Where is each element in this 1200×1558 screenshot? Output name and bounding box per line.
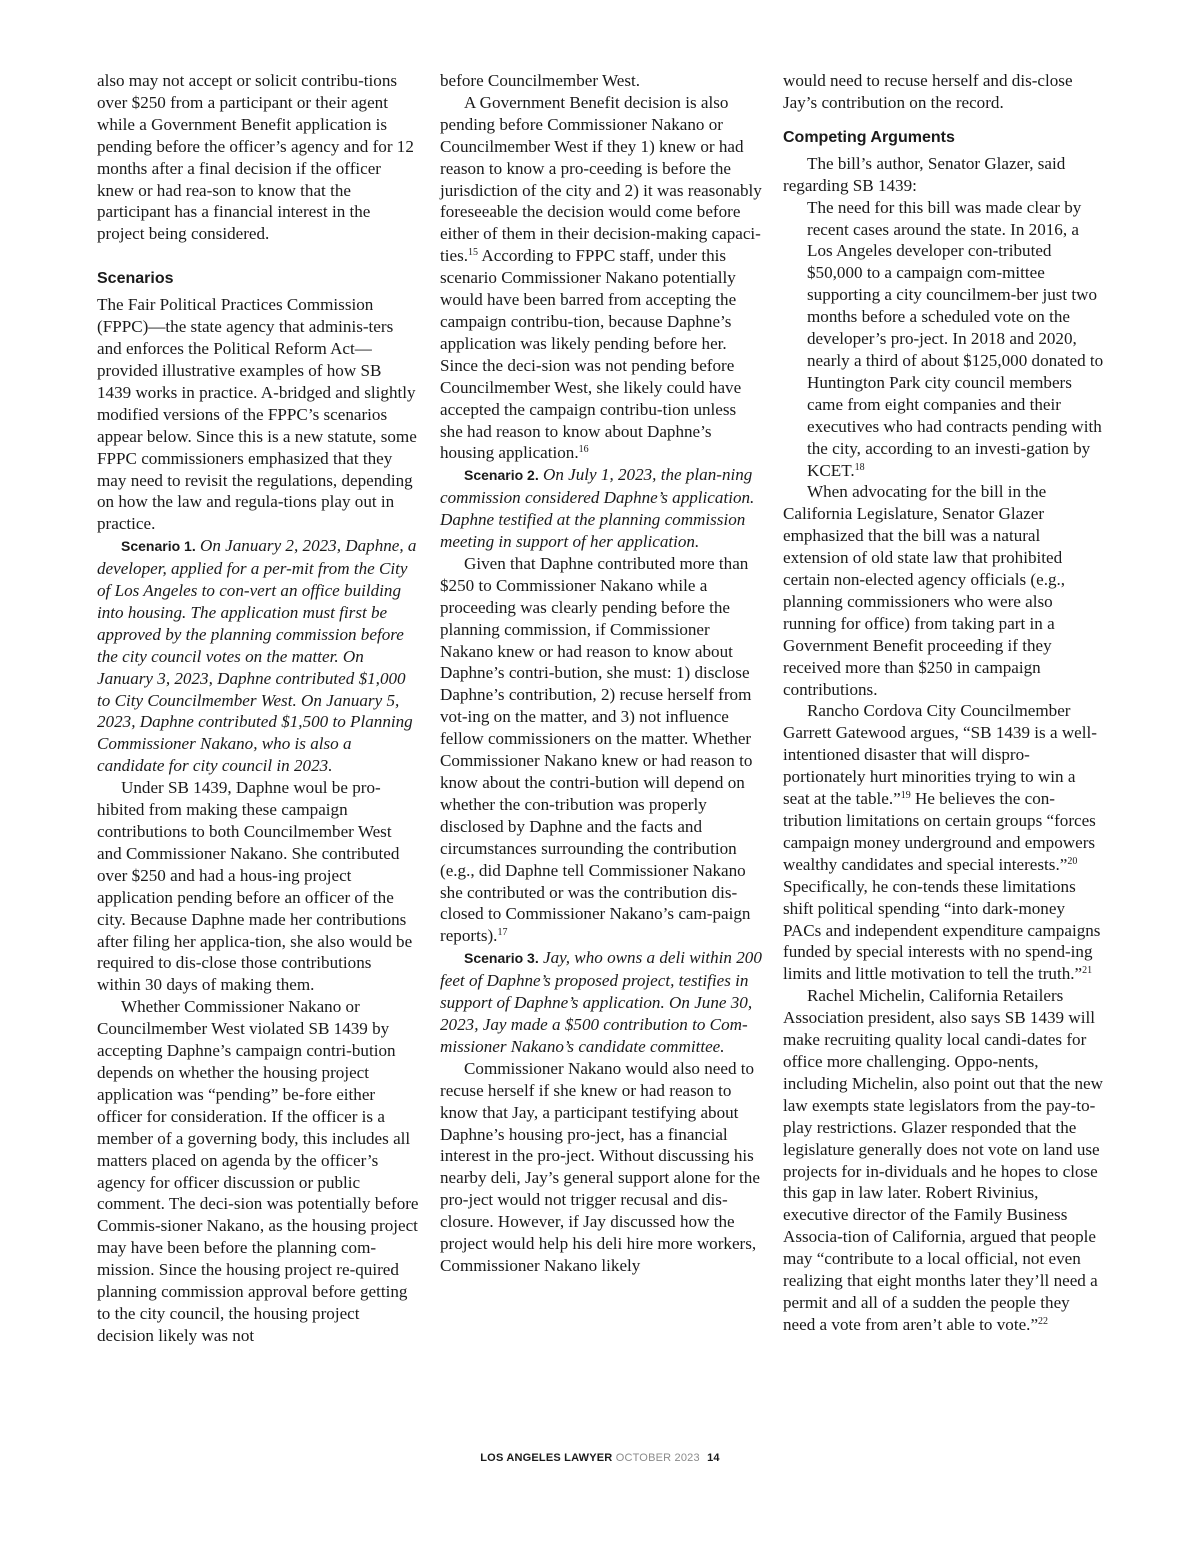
column-right <box>783 70 1105 1336</box>
paragraph: When advocating for the bill in the California Legislature, Senator Glazer emphasized that the bill was a natural extension of old state law that prohibited certain non-elected agency officials (e.g., planning commissioners who were also running for office) from taking part in a Government Benefit proceeding if they received more than $250 in campaign contributions. <box>783 482 1066 699</box>
section-heading-scenarios: Scenarios <box>97 270 174 288</box>
page-number: 14 <box>707 1452 720 1464</box>
text-run: A Government Benefit decision is also pending before Commissioner Nakano or Councilmember West if they 1) knew or had reason to know a pro-ceeding is before the jurisdiction of the city and 2) it was reasonably foreseeable the decision would come before either of them in their decision-making capaci-ties. <box>440 92 762 266</box>
scenario-1-label: Scenario 1. <box>121 538 196 555</box>
column-left <box>97 70 419 1347</box>
footnote-ref: 17 <box>497 927 508 939</box>
scenario-3 <box>440 947 762 1058</box>
paragraph <box>783 985 1105 1336</box>
footnote-ref: 15 <box>468 247 479 259</box>
paragraph <box>440 92 762 464</box>
text-run: Rancho Cordova City Councilmember Garrett Gatewood argues, “SB 1439 is a well-intentioned disaster that will dispro-portionately hurt minorities trying to win a seat at the table.” <box>783 701 1097 809</box>
footnote-ref: 19 <box>900 790 911 802</box>
text-run: According to FPPC staff, under this scenario Commissioner Nakano potentially would have been barred from accepting the campaign contribu-tion, because Daphne’s application was likely pending before her. Since the deci-sion was not pending before Councilmember West, she likely could have accepted the campaign contribu-tion unless she had reason to know about Daphne’s housing application. <box>440 246 742 463</box>
paragraph: The bill’s author, Senator Glazer, said regarding SB 1439: <box>783 153 1066 195</box>
paragraph: also may not accept or solicit contribu-tions over $250 from a participant or their agent while a Government Benefit application is pending before the officer’s agency and for 12 months after a final decision if the officer knew or had rea-son to know that the participant has a financial interest in the project being considered. <box>97 71 414 244</box>
paragraph <box>783 700 1105 985</box>
block-quote <box>783 197 1105 482</box>
scenario-1 <box>97 535 419 777</box>
paragraph: Under SB 1439, Daphne woul be pro-hibited from making these campaign contributions to both Councilmember West and Commissioner Nakano. She contributed over $250 and had a hous-ing project application pending before an officer of the city. Because Daphne made her contributions after filing her applica-tion, she also would be required to dis-close those contributions within 30 days of making them. <box>97 778 413 995</box>
text-run: The need for this bill was made clear by recent cases around the state. In 2016, a Los Angeles developer con-tributed $50,000 to a campaign com-mittee supporting a city councilmem-ber just two months before a scheduled vote on the developer’s pro-ject. In 2018 and 2020, nearly a third of about $125,000 donated to Huntington Park city council members came from eight companies and their executives who had contracts pending with the city, according to an investi-gation by KCET. <box>807 197 1104 480</box>
text-run: Given that Daphne contributed more than $250 to Commissioner Nakano while a proceeding was clearly pending before the planning commission, if Commissioner Nakano knew or had reason to know about Daphne’s contri-bution, she must: 1) disclose Daphne’s contribution, 2) recuse herself from vot-ing on the matter, and 3) not influence fellow commissioners on the matter. Whether Commissioner Nakano knew or had reason to know about the contri-bution will depend on whether the con-tribution was properly disclosed by Daphne and the facts and circumstances surrounding the contribution (e.g., did Daphne tell Commissioner Nakano she contributed or was the contribution dis-closed to Commissioner Nakano’s cam-paign reports). <box>440 553 753 946</box>
footnote-ref: 21 <box>1082 965 1093 977</box>
footnote-ref: 16 <box>578 444 589 456</box>
paragraph <box>440 553 762 947</box>
publication-name: LOS ANGELES LAWYER <box>480 1452 613 1464</box>
paragraph: Commissioner Nakano would also need to recuse herself if she knew or had reason to know that Jay, a participant testifying about Daphne’s housing pro-ject, has a financial interest in the pro-ject. Without discussing his nearby deli, Jay’s general support alone for the pro-ject would not trigger recusal and dis-closure. However, if Jay discussed how the project would help his deli hire more workers, Commissioner Nakano likely <box>440 1058 760 1275</box>
text-run: He believes the con-tribution limitations on certain groups “forces campaign money underground and empowers wealthy candidates and special interests.” <box>783 789 1096 874</box>
scenario-2 <box>440 464 762 553</box>
footnote-ref: 18 <box>854 461 865 473</box>
paragraph: Whether Commissioner Nakano or Councilmember West violated SB 1439 by accepting Daphne’s campaign contri-bution depends on whether the housing project application was “pending” be-fore either officer for consideration. If the officer is a member of a governing body, this includes all matters placed on agenda by the officer’s agency for officer discussion or public comment. The deci-sion was potentially before Commis-sioner Nakano, as the housing project may have been before the planning com-mission. Since the housing project re-quired planning commission approval before getting to the city council, the housing project decision likely was not <box>97 997 419 1345</box>
scenario-3-label: Scenario 3. <box>464 950 539 967</box>
scenario-1-text: On January 2, 2023, Daphne, a developer, applied for a per-mit from the City of Los Angeles to con-vert an office building into housing. The application must first be approved by the planning commission before the city council votes on the matter. On January 3, 2023, Daphne contributed $1,000 to City Councilmember West. On January 5, 2023, Daphne contributed $1,500 to Planning Commissioner Nakano, who is also a candidate for city council in 2023. <box>97 536 417 776</box>
paragraph: The Fair Political Practices Commission (FPPC)—the state agency that adminis-ters and enforces the Political Reform Act—provided illustrative examples of how SB 1439 works in practice. A-bridged and slightly modified versions of the FPPC’s scenarios appear below. Since this is a new statute, some FPPC commissioners emphasized that they may need to revisit the regulations, depending on how the law and regula-tions play out in practice. <box>97 295 417 534</box>
issue-date: OCTOBER 2023 <box>615 1452 700 1464</box>
footnote-ref: 22 <box>1038 1315 1049 1327</box>
column-middle <box>440 70 762 1277</box>
paragraph: would need to recuse herself and dis-close Jay’s contribution on the record. <box>783 71 1073 112</box>
footnote-ref: 20 <box>1067 855 1078 867</box>
text-run: Rachel Michelin, California Retailers Association president, also says SB 1439 will make recruiting quality local candi-dates for office more challenging. Oppo-nents, including Michelin, also point out that the new law exempts state legislators from the pay-to-play restrictions. Glazer responded that the legislature generally does not vote on land use projects for in-dividuals and he hopes to close this gap in law later. Robert Rivinius, executive director of the Family Business Associa-tion of California, argued that people may “contribute to a local official, not even realizing that eight months later they’ll need a permit and all of a sudden the people they need a vote from aren’t able to vote.” <box>783 986 1103 1334</box>
scenario-3-text: Jay, who owns a deli within 200 feet of Daphne’s proposed project, testifies in support of Daphne’s application. On June 30, 2023, Jay made a $500 contribution to Com-missioner Nakano’s candidate committee. <box>440 948 762 1056</box>
scenario-2-text: On July 1, 2023, the plan-ning commission considered Daphne’s application. Daphne testified at the planning commission meeting in support of her application. <box>440 465 755 552</box>
section-heading-competing-arguments: Competing Arguments <box>783 128 955 146</box>
scenario-2-label: Scenario 2. <box>464 467 539 484</box>
text-run: Specifically, he con-tends these limitations shift political spending “into dark-money PACs and independent expenditure campaigns funded by special interests with no spend-ing limits and little motivation to tell the truth.” <box>783 876 1101 984</box>
paragraph: before Councilmember West. <box>440 71 641 90</box>
page-footer <box>0 1452 1200 1464</box>
